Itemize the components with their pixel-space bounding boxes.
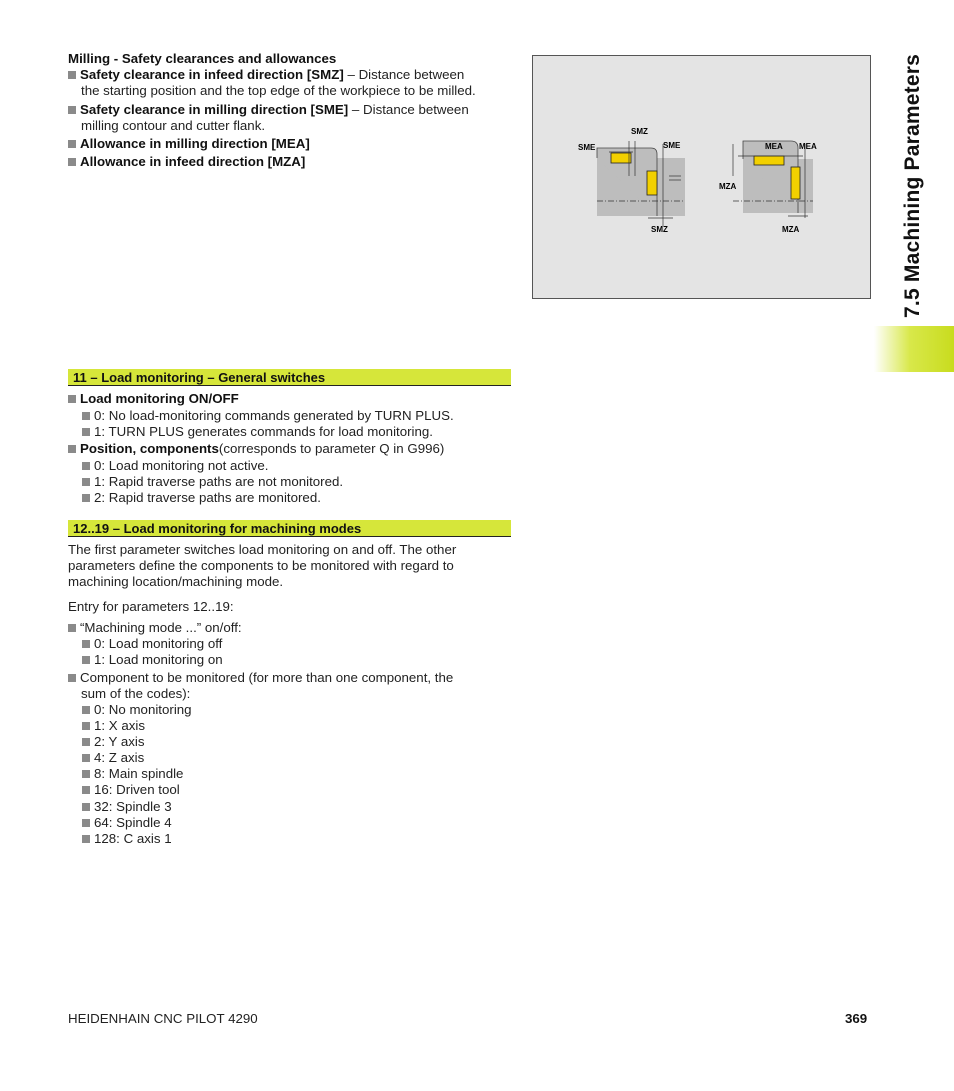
list-subitem: 1: TURN PLUS generates commands for load monitoring. [82,424,522,440]
bullet-square-icon [82,754,90,762]
list-subitem: 0: No load-monitoring commands generated by TURN PLUS. [82,408,522,424]
list-subitem: 128: C axis 1 [82,831,522,847]
label-mea: MEA [799,142,817,151]
list-subitem: 16: Driven tool [82,782,522,798]
paragraph: Entry for parameters 12..19: [68,599,234,614]
bullet-square-icon [82,786,90,794]
list-item: “Machining mode ...” on/off: [68,620,518,636]
milling-heading: Milling - Safety clearances and allowances [68,51,337,66]
bullet-square-icon [82,412,90,420]
list-item: Allowance in infeed direction [MZA] [68,154,518,170]
list-subitem: 1: Load monitoring on [82,652,522,668]
section-12-19-title: 12..19 – Load monitoring for machining modes [68,520,511,537]
footer-title: HEIDENHAIN CNC PILOT 4290 [68,1011,258,1026]
label-smz: SMZ [651,225,668,234]
bullet-square-icon [68,140,76,148]
bullet-square-icon [82,722,90,730]
label-sme: SME [663,141,681,150]
list-subitem: 0: Load monitoring off [82,636,522,652]
clearance-diagram [533,56,870,298]
page-number: 369 [845,1011,868,1026]
bullet-square-icon [82,835,90,843]
cutter-right-2 [791,167,800,199]
list-item: Safety clearance in milling direction [SME] – Distance between milling contour and cutter flank. [68,102,518,134]
list-subitem: 1: Rapid traverse paths are not monitored. [82,474,522,490]
bullet-square-icon [82,819,90,827]
list-item: Load monitoring ON/OFF [68,391,518,407]
list-item: Component to be monitored (for more than one component, the sum of the codes): [68,670,518,702]
label-mza: MZA [782,225,800,234]
bullet-square-icon [68,674,76,682]
cutter-left-2 [647,171,657,195]
paragraph: The first parameter switches load monitoring on and off. The other parameters define the components to be monitored with regard to machining location/machining mode. [68,542,457,589]
list-item: Allowance in milling direction [MEA] [68,136,518,152]
bullet-square-icon [82,478,90,486]
list-subitem: 32: Spindle 3 [82,799,522,815]
cutter-left-1 [611,153,631,163]
section-side-title: 7.5 Machining Parameters [901,54,924,318]
label-mza: MZA [719,182,737,191]
list-item: Safety clearance in infeed direction [SMZ] – Distance between the starting position and the top edge of the workpiece to be milled. [68,67,518,99]
bullet-square-icon [82,656,90,664]
label-smz: SMZ [631,127,648,136]
bullet-square-icon [82,494,90,502]
label-sme: SME [578,143,596,152]
bullet-square-icon [68,395,76,403]
list-subitem: 1: X axis [82,718,522,734]
list-subitem: 4: Z axis [82,750,522,766]
list-subitem: 2: Y axis [82,734,522,750]
bullet-square-icon [82,770,90,778]
section-11-title: 11 – Load monitoring – General switches [68,369,511,386]
cutter-right-1 [754,156,784,165]
list-subitem: 0: No monitoring [82,702,522,718]
bullet-square-icon [82,640,90,648]
chapter-tab [874,326,954,372]
bullet-square-icon [82,706,90,714]
bullet-square-icon [82,738,90,746]
bullet-square-icon [82,462,90,470]
list-subitem: 2: Rapid traverse paths are monitored. [82,490,522,506]
milling-clearance-figure [532,55,871,299]
list-subitem: 64: Spindle 4 [82,815,522,831]
bullet-square-icon [68,158,76,166]
label-mea: MEA [765,142,783,151]
list-subitem: 0: Load monitoring not active. [82,458,522,474]
list-subitem: 8: Main spindle [82,766,522,782]
bullet-square-icon [68,71,76,79]
bullet-square-icon [82,803,90,811]
bullet-square-icon [68,445,76,453]
bullet-square-icon [68,624,76,632]
bullet-square-icon [82,428,90,436]
list-item: Position, components(corresponds to parameter Q in G996) [68,441,518,457]
bullet-square-icon [68,106,76,114]
